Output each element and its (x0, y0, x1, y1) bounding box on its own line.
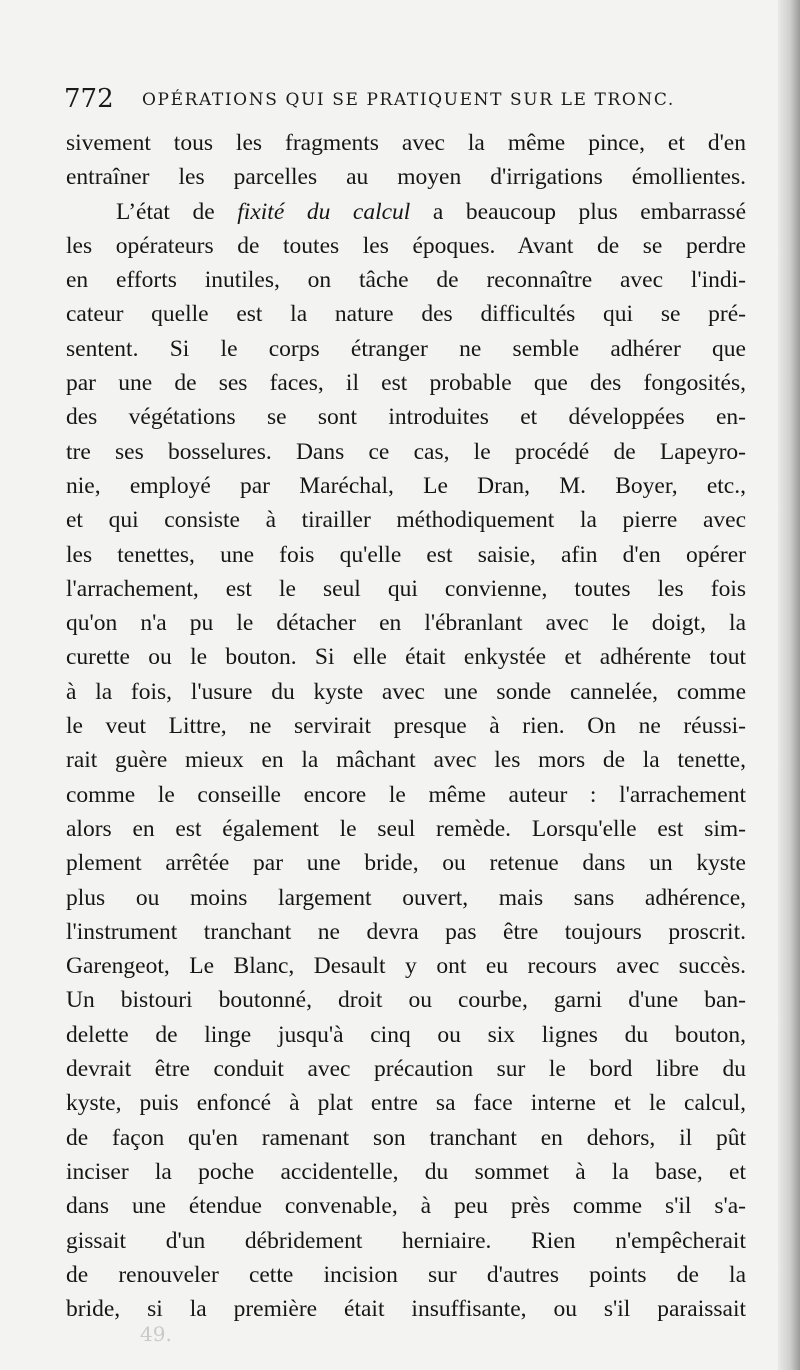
text-line: l'instrument tranchant ne devra pas être toujours proscrit. (66, 918, 746, 945)
text-line-with-emphasis: L’état de fixité du calcul a beaucoup plus embarrassé (116, 198, 746, 225)
text-line: plus ou moins largement ouvert, mais sans adhérence, (66, 884, 746, 911)
text-line: les tenettes, une fois qu'elle est saisie, afin d'en opérer (66, 541, 746, 568)
text-line: de renouveler cette incision sur d'autres points de la (66, 1261, 746, 1288)
text-line: de façon qu'en ramenant son tranchant en dehors, il pût (66, 1124, 746, 1151)
text-line: les opérateurs de toutes les époques. Avant de se perdre (66, 232, 746, 259)
body-text (66, 126, 746, 1326)
text-line: l'arrachement, est le seul qui convienne, toutes les fois (66, 575, 746, 602)
text-line: sivement tous les fragments avec la même pince, et d'en (66, 130, 746, 156)
text-line: curette ou le bouton. Si elle était enkystée et adhérente tout (66, 644, 746, 671)
text-line: delette de linge jusqu'à cinq ou six lignes du bouton, (66, 1021, 746, 1048)
text-line: à la fois, l'usure du kyste avec une sonde cannelée, comme (66, 678, 746, 705)
text-line: gissait d'un débridement herniaire. Rien n'empêcherait (66, 1227, 746, 1254)
text-line: Un bistouri boutonné, droit ou courbe, garni d'une ban- (66, 987, 746, 1014)
text-line: plement arrêtée par une bride, ou retenue dans un kyste (66, 850, 746, 877)
text-line: tre ses bosselures. Dans ce cas, le procédé de Lapeyro- (66, 438, 746, 465)
page-header (64, 84, 744, 114)
text-line: nie, employé par Maréchal, Le Dran, M. Boyer, etc., (66, 472, 746, 499)
text-line: bride, si la première était insuffisante, ou s'il paraissait (66, 1296, 746, 1323)
text-line: qu'on n'a pu le détacher en l'ébranlant avec le doigt, la (66, 610, 746, 637)
text-line: des végétations se sont introduites et développées en- (66, 404, 746, 431)
text-line: kyste, puis enfoncé à plat entre sa face interne et le calcul, (66, 1090, 746, 1117)
page-edge-shadow (778, 0, 800, 1370)
text-line: cateur quelle est la nature des difficultés qui se pré- (66, 301, 746, 328)
text-line: entraîner les parcelles au moyen d'irrigations émollientes. (66, 164, 746, 191)
text-line: comme le conseille encore le même auteur : l'arrachement (66, 781, 746, 808)
text-line: sentent. Si le corps étranger ne semble adhérer que (66, 335, 746, 362)
text-line: le veut Littre, ne servirait presque à rien. On ne réussi- (66, 713, 746, 740)
text-line: par une de ses faces, il est probable que des fongosités, (66, 370, 746, 397)
faded-signature-mark: 49. (140, 1322, 172, 1346)
text-line: rait guère mieux en la mâchant avec les mors de la tenette, (66, 747, 746, 774)
text-line: inciser la poche accidentelle, du sommet à la base, et (66, 1158, 746, 1185)
text-line: alors en est également le seul remède. Lorsqu'elle est sim- (66, 815, 746, 842)
text-line: en efforts inutiles, on tâche de reconnaître avec l'indi- (66, 267, 746, 294)
text-line: Garengeot, Le Blanc, Desault y ont eu recours avec succès. (66, 953, 746, 980)
emphasis-fixite-du-calcul: fixité du calcul (237, 198, 411, 225)
running-head: OPÉRATIONS QUI SE PRATIQUENT SUR LE TRONC. (142, 90, 675, 110)
page-number: 772 (64, 84, 114, 114)
text-line: et qui consiste à tirailler méthodiquement la pierre avec (66, 507, 746, 534)
text-line: devrait être conduit avec précaution sur le bord libre du (66, 1056, 746, 1083)
text-line: dans une étendue convenable, à peu près comme s'il s'a- (66, 1193, 746, 1220)
